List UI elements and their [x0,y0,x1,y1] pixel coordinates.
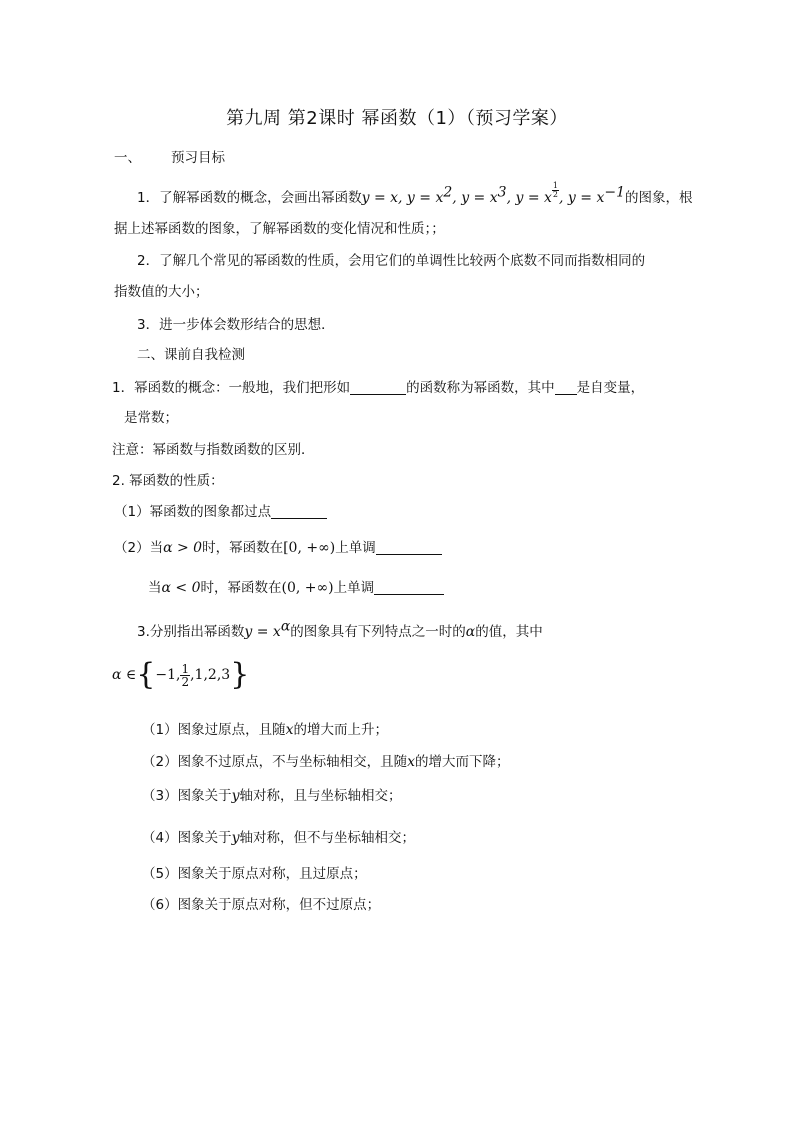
objective-1-math-a: y = x, y = x [361,190,444,206]
q1-pre: 1．幂函数的概念：一般地，我们把形如 [112,380,351,396]
q3-item-3 [142,784,402,804]
objective-1-pre: 了解幂函数的概念，会画出幂函数 [159,190,362,206]
q1-blank-variable[interactable] [555,380,577,395]
q2-part1 [114,500,327,520]
q2-part3-post: 上单调 [333,580,375,596]
q3-item-6-label: （6）图象关于原点对称，但不过原点； [142,897,381,913]
q3-item-1-label: （1）图象过原点，且随 [142,722,286,738]
q2-heading: 2. 幂函数的性质： [112,473,224,489]
q1-mid2: 是自变量， [576,380,645,396]
q3-item-3-label: （3）图象关于 [142,788,232,804]
q2-part1-text: （1）幂函数的图象都过点 [114,504,272,520]
objective-1-post: 的图象，根 [624,190,693,206]
q3-item-4 [142,826,415,846]
objective-1-sup-m1: −1 [604,184,625,201]
q2-part2-cond: α > 0 [163,540,203,556]
objective-1-sup-3: 3 [497,184,507,201]
set-right-brace: } [230,657,250,692]
section1-heading: 预习目标 [171,150,225,166]
q3-item-1 [142,718,388,738]
q3-item-4-var: y [231,830,240,846]
q3-line1 [137,620,543,640]
q3-set-b: ,1,2,3 [190,667,231,683]
q3-set-num: 1 [181,661,190,676]
q3-set-lhs: α ∈ [112,667,137,683]
objective-1-line1 [137,181,693,213]
q3-item-5-label: （5）图象关于原点对称，且过原点； [142,866,367,882]
q2-part2-mid: 时，幂函数在 [202,540,284,556]
q3-set-den: 2 [181,674,190,689]
objective-2-line1: 2．了解几个常见的幂函数的性质，会用它们的单调性比较两个底数不同而指数相同的 [137,253,646,269]
page-title: 第九周 第2课时 幂函数（1）（预习学案） [226,108,568,129]
q2-part3-interval: (0, +∞) [281,580,334,596]
q3-item-5 [142,862,367,882]
objective-2-line2: 指数值的大小； [114,284,209,300]
q2-part3-mid: 时，幂函数在 [200,580,282,596]
q3-func: y = x [244,624,281,640]
objective-1-math-d: , y = x [559,190,605,206]
q3-item-2-var: x [407,754,415,770]
objective-1-math-b: , y = x [452,190,498,206]
q2-part3-cond: α < 0 [161,580,201,596]
q3-item-3-rest: 轴对称，且与坐标轴相交； [239,788,402,804]
q1-line1 [112,376,644,396]
q3-alpha-set [112,657,250,692]
objective-1-math-c: , y = x [506,190,552,206]
q2-part2-post: 上单调 [335,540,376,556]
q2-part2-interval: [0, +∞) [283,540,336,556]
q2-part2 [114,536,442,556]
q2-part3-blank[interactable] [374,580,444,595]
objective-1-line2: 据上述幂函数的图象，了解幂函数的变化情况和性质；； [114,221,445,237]
q2-part2-blank[interactable] [376,540,442,555]
q2-part3-pre: 当 [148,580,162,596]
objective-1-frac-den: 2 [552,190,558,199]
objective-1-num: 1． [137,190,160,206]
q3-post: 的值，其中 [475,624,543,640]
objective-1-sup-2: 2 [443,184,453,201]
q1-mid1: 的函数称为幂函数，其中 [406,380,555,396]
q3-item-2-rest: 的增大而下降； [415,754,510,770]
note: 注意：幂函数与指数函数的区别． [112,442,315,458]
q3-item-4-rest: 轴对称，但不与坐标轴相交； [239,830,416,846]
objective-1-frac-num: 1 [552,181,558,190]
objective-1-exponent-fraction [552,182,559,199]
q3-item-4-label: （4）图象关于 [142,830,232,846]
q3-mid: 的图象具有下列特点之一时的 [290,624,466,640]
q3-item-3-var: y [231,788,240,804]
q2-part2-pre: （2）当 [114,540,164,556]
q3-item-2 [142,750,510,770]
q3-item-6 [142,893,380,913]
q1-blank-form[interactable] [350,380,406,395]
objective-3: 3．进一步体会数形结合的思想． [137,317,335,333]
q3-set-a: −1, [155,667,181,683]
q3-item-2-label: （2）图象不过原点，不与坐标轴相交，且随 [142,754,408,770]
q3-func-sup: α [280,618,291,635]
section2-heading: 二、课前自我检测 [137,347,245,363]
section1-marker: 一、 [114,150,141,166]
q2-part3 [148,576,444,596]
q3-alpha: α [465,624,476,640]
q2-part1-blank[interactable] [271,504,327,519]
q3-set-fraction [180,663,190,688]
set-left-brace: { [136,657,156,692]
q3-pre: 3.分别指出幂函数 [137,624,245,640]
q3-item-1-var: x [285,722,294,738]
q1-line2: 是常数； [124,410,178,426]
q3-item-1-rest: 的增大而上升； [293,722,388,738]
